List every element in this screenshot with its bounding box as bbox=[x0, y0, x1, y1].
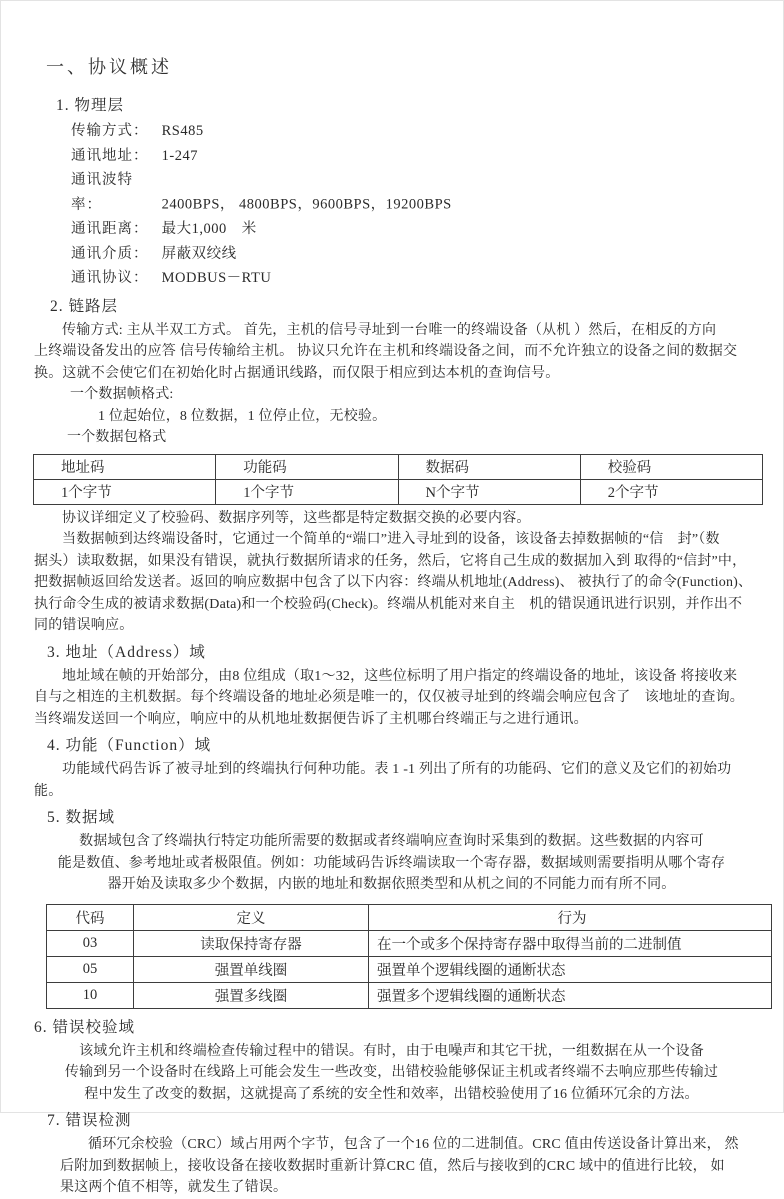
paragraph-line: 能是数值、参考地址或者极限值。例如：功能域码告诉终端读取一个寄存器，数据域则需要指明从哪个寄存 bbox=[57, 855, 726, 871]
table-cell: 1个字节 bbox=[34, 479, 216, 504]
packet-format-label: 一个数据包格式 bbox=[67, 430, 167, 445]
paragraph-line: 自与之相连的主机数据。每个终端设备的地址必须是唯一的，仅仅被寻址到的终端会响应包含了 该地址的查询。 bbox=[34, 690, 744, 705]
table-cell: 10 bbox=[47, 982, 134, 1008]
paragraph-line: 执行命令生成的被请求数据(Data)和一个校验码(Check)。终端从机能对来自主 机的错误通讯进行识别，并作出不 bbox=[34, 596, 743, 612]
table-header-cell: 地址码 bbox=[34, 454, 216, 479]
prop-label: 通讯距离： bbox=[71, 221, 149, 237]
table-row bbox=[34, 479, 763, 504]
table-header-cell: 行为 bbox=[369, 904, 772, 930]
prop-row-address bbox=[71, 144, 759, 169]
prop-value: 最大1,000 米 bbox=[161, 221, 257, 237]
table-header-row bbox=[47, 904, 772, 930]
paragraph-line: 功能域代码告诉了被寻址到的终端执行何种功能。表 1 -1 列出了所有的功能码、它们的意义及它们的初始功 bbox=[62, 762, 732, 777]
prop-value: MODBUS－RTU bbox=[161, 270, 272, 286]
paragraph-line: 果这两个值不相等，就发生了错误。 bbox=[60, 1180, 288, 1195]
function-paragraph bbox=[34, 759, 759, 802]
table-cell: 05 bbox=[47, 956, 134, 982]
physical-properties bbox=[34, 119, 759, 291]
prop-label: 通讯协议： bbox=[71, 270, 149, 286]
table-row bbox=[47, 956, 772, 982]
frame-format-detail: 1 位起始位，8 位数据，1 位停止位，无校验。 bbox=[98, 408, 387, 424]
table-cell: 在一个或多个保持寄存器中取得当前的二进制值 bbox=[369, 930, 772, 956]
prop-label: 通讯波特率： bbox=[71, 172, 133, 213]
paragraph-line: 地址域在帧的开始部分，由8 位组成（取1～32，这些位标明了用户指定的终端设备的地址，该设备 将接收来 bbox=[62, 668, 738, 684]
table-header-cell: 功能码 bbox=[216, 454, 398, 479]
table-cell: 读取保持寄存器 bbox=[134, 930, 369, 956]
table-cell: 强置单线圈 bbox=[134, 956, 369, 982]
paragraph-line: 当数据帧到达终端设备时，它通过一个简单的“端口”进入寻址到的设备，该设备去掉数据帧的“信 封”（数 bbox=[62, 532, 720, 547]
prop-row-protocol bbox=[71, 266, 759, 291]
section-heading-errordetect: 7. 错误检测 bbox=[47, 1112, 132, 1129]
section-heading-function: 4. 功能（Function）域 bbox=[47, 737, 212, 754]
paragraph-line: 该域允许主机和终端检查传输过程中的错误。有时，由于电噪声和其它干扰，一组数据在从一个设备 bbox=[79, 1043, 704, 1059]
paragraph-line: 同的错误响应。 bbox=[34, 618, 134, 633]
table-cell: 强置多线圈 bbox=[134, 982, 369, 1008]
paragraph-line: 能。 bbox=[34, 783, 63, 799]
prop-value: 屏蔽双绞线 bbox=[161, 245, 237, 262]
prop-row-medium bbox=[71, 242, 759, 267]
paragraph-line: 据头）读取数据，如果没有错误，就执行数据所请求的任务，然后，它将自己生成的数据加入到 取得的“信封”中， bbox=[34, 553, 747, 569]
frame-format-label: 一个数据帧格式: bbox=[70, 387, 174, 402]
section-heading-errorcheck: 6. 错误校验域 bbox=[34, 1018, 136, 1036]
prop-row-transmission bbox=[71, 119, 759, 144]
paragraph-line: 程中发生了改变的数据，这就提高了系统的安全性和效率，出错校验使用了16 位循环冗余的方法。 bbox=[84, 1086, 699, 1102]
errorcheck-paragraph bbox=[34, 1041, 759, 1106]
paragraph-line: 循环冗余校验（CRC）域占用两个字节，包含了一个16 位的二进制值。CRC 值由传送设备计算出来， 然 bbox=[88, 1137, 739, 1152]
table-cell: N个字节 bbox=[398, 479, 580, 504]
paragraph-line: 传输到另一个设备时在线路上可能会发生一些改变，出错校验能够保证主机或者终端不去响应那些传输过 bbox=[64, 1065, 719, 1080]
section-heading-physical: 1. 物理层 bbox=[56, 97, 125, 114]
table-header-cell: 定义 bbox=[134, 904, 369, 930]
paragraph-line: 器开始及读取多少个数据，内嵌的地址和数据依照类型和从机之间的不同能力而有所不同。 bbox=[107, 877, 676, 892]
section-heading-datafield: 5. 数据域 bbox=[47, 809, 116, 826]
paragraph-line: 数据域包含了终端执行特定功能所需要的数据或者终端响应查询时采集到的数据。这些数据的内容可 bbox=[79, 834, 704, 849]
packet-format-table bbox=[33, 454, 763, 505]
prop-value: 1-247 bbox=[161, 147, 198, 164]
paragraph-line: 协议详细定义了校验码、数据序列等，这些都是特定数据交换的必要内容。 bbox=[62, 510, 531, 526]
address-paragraph bbox=[34, 666, 759, 731]
datafield-paragraph bbox=[34, 831, 759, 896]
prop-label: 通讯地址： bbox=[71, 147, 149, 164]
link-paragraph bbox=[34, 320, 759, 449]
table-header-row bbox=[34, 454, 763, 479]
table-row bbox=[47, 982, 772, 1008]
prop-value: 2400BPS， 4800BPS，9600BPS，19200BPS bbox=[161, 196, 452, 213]
prop-row-distance bbox=[71, 217, 759, 242]
table-cell: 1个字节 bbox=[216, 479, 398, 504]
paragraph-line: 把数据帧返回给发送者。返回的响应数据中包含了以下内容：终端从机地址(Address)、 被执行了的命令(Function)、 bbox=[34, 575, 753, 590]
paragraph-line: 后附加到数据帧上，接收设备在接收数据时重新计算CRC 值，然后与接收到的CRC 域中的值进行比较， 如 bbox=[60, 1158, 725, 1174]
paragraph-line: 上终端设备发出的应答 信号传输给主机。 协议只允许在主机和终端设备之间，而不允许独立的设备之间的数据交 bbox=[34, 344, 738, 359]
paragraph-line: 传输方式: 主从半双工方式。 首先，主机的信号寻址到一台唯一的终端设备（从机 ）然后，在相反的方向 bbox=[62, 322, 717, 338]
section-heading-link: 2. 链路层 bbox=[50, 297, 119, 315]
table-header-cell: 数据码 bbox=[398, 454, 580, 479]
table-row bbox=[47, 930, 772, 956]
table-cell: 强置单个逻辑线圈的通断状态 bbox=[369, 956, 772, 982]
prop-row-baudrate bbox=[71, 168, 759, 217]
prop-label: 通讯介质： bbox=[71, 245, 149, 262]
errordetect-paragraph bbox=[34, 1134, 759, 1199]
page-content bbox=[1, 1, 783, 1199]
table-header-cell: 代码 bbox=[47, 904, 134, 930]
table-cell: 03 bbox=[47, 930, 134, 956]
after-table1-paragraphs bbox=[34, 508, 759, 637]
prop-value: RS485 bbox=[161, 123, 204, 139]
table-cell: 2个字节 bbox=[580, 479, 762, 504]
function-code-table bbox=[46, 904, 772, 1009]
paragraph-line: 当终端发送回一个响应，响应中的从机地址数据便告诉了主机哪台终端正与之进行通讯。 bbox=[34, 711, 588, 727]
table-header-cell: 校验码 bbox=[580, 454, 762, 479]
table-cell: 强置多个逻辑线圈的通断状态 bbox=[369, 982, 772, 1008]
section-heading-address: 3. 地址（Address）域 bbox=[47, 643, 206, 661]
chapter-title: 一、协议概述 bbox=[46, 57, 172, 77]
paragraph-line: 换。这就不会使它们在初始化时占据通讯线路，而仅限于相应到达本机的查询信号。 bbox=[34, 365, 560, 381]
prop-label: 传输方式： bbox=[71, 123, 149, 139]
